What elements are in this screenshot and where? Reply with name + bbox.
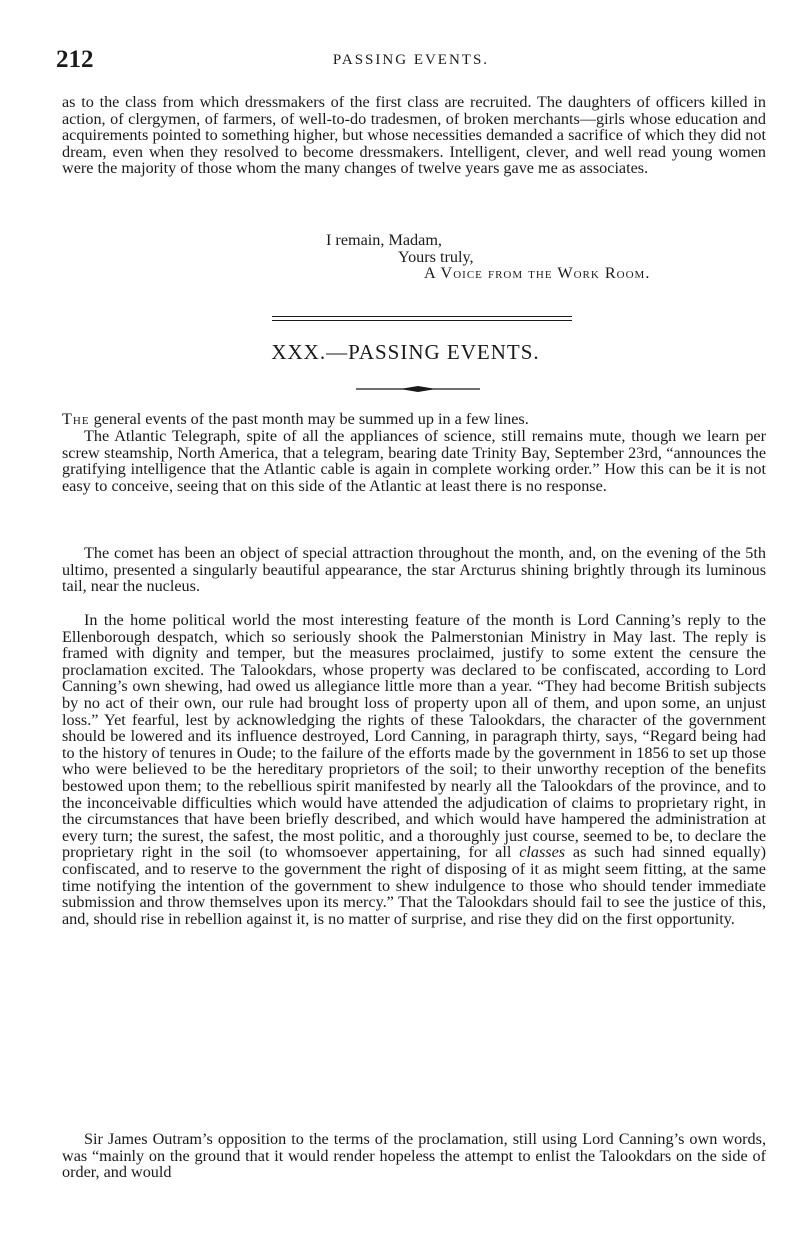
letter-closing-yours: Yours truly, — [398, 248, 474, 266]
running-title: PASSING EVENTS. — [332, 52, 490, 68]
letter-paragraph: as to the class from which dressmakers of the first class are recruited. The daughters of officers killed in action, of clergymen, of farmers, of well-to-do tradesmen, of broken merchants—girls whose education and acquirements pointed to something higher, but whose necessities demanded a sacrifice of which they did not dream, even when they resolved to become dressmakers. Intelligent, clever, and well read young women were the majority of those whom the many changes of twelve years gave me as associates. — [62, 93, 766, 178]
article-paragraph-canning — [62, 612, 766, 927]
section-title: XXX.—PASSING EVENTS. — [271, 340, 540, 364]
opening-word: The — [62, 410, 90, 428]
article-paragraph-comet: The comet has been an object of special attraction throughout the month, and, on the evening of the 5th ultimo, presented a singularly beautiful appearance, the star Arcturus shining brightly through its luminous tail, near the nucleus. — [62, 544, 766, 596]
letter-closing-remain: I remain, Madam, — [326, 231, 442, 249]
article-paragraph-telegraph: The Atlantic Telegraph, spite of all the appliances of science, still remains mute, though we learn per screw steamship, North America, that a telegram, bearing date Trinity Bay, September 23rd, “announces the gratifying intelligence that the Atlantic cable is again in complete working order.” How this can be it is not easy to conceive, seeing that on this side of the Atlantic at least there is no response. — [62, 427, 766, 495]
section-divider-top — [272, 316, 572, 317]
canning-text-part-2: as such had sinned equally) confiscated, and to reserve to the government the right of disposing of it as might seem fitting, at the same time notifying the intention of the government to shew indulgence to those who should tender immediate submission and throw themselves upon its mercy.” That the Talookdars should fail to see the justice of this, and, should rise in rebellion against it, is no matter of surprise, and rise they did on the first opportunity. — [62, 843, 767, 928]
article-paragraph-1-text: general events of the past month may be summed up in a few lines. — [93, 410, 529, 428]
article-paragraph-1 — [62, 411, 766, 428]
letter-signature: A Voice from the Work Room. — [424, 264, 651, 282]
section-divider-bottom — [272, 320, 572, 321]
running-head — [56, 48, 766, 72]
canning-text-part-1: In the home political world the most interesting feature of the month is Lord Canning’s reply to the Ellenborough despatch, which so seriously shook the Palmerstonian Ministry in May last. The reply is framed with dignity and temper, but the measures proclaimed, justify to some extent the censure the proclamation excited. The Talookdars, whose property was declared to be confiscated, according to Lord Canning’s own shewing, had owed us allegiance little more than a year. “They had become British subjects by no act of their own, our rule had brought loss of property upon all of them, and upon some, an unjust loss.” Yet fearful, lest by acknowledging the rights of these Talookdars, the character of the government should be lowered and its influence destroyed, Lord Canning, in paragraph thirty, says, “Regard being had to the history of tenures in Oude; to the failure of the efforts made by the government in 1856 to set up those who were believed to be the hereditary proprietors of the soil; to their unworthy reception of the benefits bestowed upon them; to the rebellious spirit manifested by nearly all the Talookdars of the province, and to the inconceivable difficulties which would have attended the adjudication of claims to proprietary right, in the circumstances that have been briefly described, and which would have hampered the administration at every turn; the surest, the safest, the most politic, and a thoroughly just course, seemed to be, to declare the proprietary right in the soil (to whomsoever appertaining, for all — [62, 611, 766, 862]
ornament-rule-icon — [356, 384, 480, 394]
article-paragraph-outram: Sir James Outram’s opposition to the terms of the proclamation, still using Lord Canning’s own words, was “mainly on the ground that it would render hopeless the attempt to enlist the Talookdars on the side of order, and would — [62, 1130, 766, 1182]
canning-emphasis: classes — [519, 843, 566, 862]
page-number: 212 — [56, 46, 94, 73]
